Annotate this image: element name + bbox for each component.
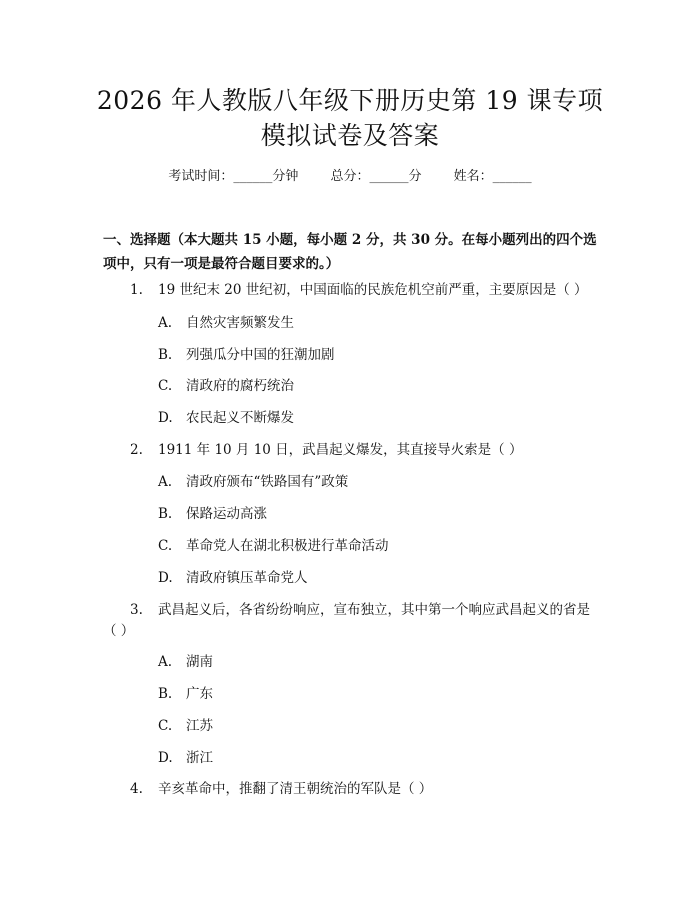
total-score-field: 总分：______分 (330, 169, 422, 184)
question-3: 3. 武昌起义后，各省纷纷响应，宣布独立，其中第一个响应武昌起义的省是 (130, 602, 590, 618)
question-2: 2. 1911 年 10 月 10 日，武昌起义爆发，其直接导火索是（ ） (130, 442, 523, 458)
question-1-text: 19 世纪末 20 世纪初，中国面临的民族危机空前严重，主要原因是（ ） (158, 282, 588, 298)
total-score-blank: ______ (369, 169, 409, 184)
question-3-text-continued: （ ） (103, 623, 135, 639)
exam-title-line-2: 模拟试卷及答案 (260, 121, 440, 150)
question-1-option-d[interactable]: D. 农民起义不断爆发 (158, 410, 294, 426)
question-2-text: 1911 年 10 月 10 日，武昌起义爆发，其直接导火索是（ ） (158, 442, 523, 458)
question-1-option-c[interactable]: C. 清政府的腐朽统治 (158, 378, 294, 394)
exam-time-blank: ______ (233, 169, 273, 184)
question-3-option-c[interactable]: C. 江苏 (158, 718, 213, 734)
exam-meta (0, 167, 700, 187)
question-3-option-b[interactable]: B. 广东 (158, 686, 213, 702)
exam-time-field: 考试时间：______分钟 (168, 169, 299, 184)
exam-title-line-1: 2026 年人教版八年级下册历史第 19 课专项 (96, 86, 604, 115)
question-2-option-d[interactable]: D. 清政府镇压革命党人 (158, 570, 308, 586)
name-field: 姓名：______ (453, 169, 532, 184)
question-4-text: 辛亥革命中，推翻了清王朝统治的军队是（ ） (158, 781, 433, 797)
name-blank: ______ (492, 169, 532, 184)
section-heading: 一、选择题（本大题共 15 小题，每小题 2 分，共 30 分。在每小题列出的四个选项中，只有一项是最符合题目要求的。） (103, 232, 597, 272)
question-4: 4. 辛亥革命中，推翻了清王朝统治的军队是（ ） (130, 781, 433, 797)
question-1-option-a[interactable]: A. 自然灾害频繁发生 (158, 315, 294, 331)
question-3-text: 武昌起义后，各省纷纷响应，宣布独立，其中第一个响应武昌起义的省是 (158, 602, 590, 618)
question-2-option-b[interactable]: B. 保路运动高涨 (158, 506, 267, 522)
question-1: 1. 19 世纪末 20 世纪初，中国面临的民族危机空前严重，主要原因是（ ） (130, 282, 588, 298)
question-3-option-a[interactable]: A. 湖南 (158, 654, 213, 670)
question-1-option-b[interactable]: B. 列强瓜分中国的狂潮加剧 (158, 347, 335, 363)
question-2-option-a[interactable]: A. 清政府颁布“铁路国有”政策 (158, 474, 349, 490)
question-2-option-c[interactable]: C. 革命党人在湖北积极进行革命活动 (158, 538, 389, 554)
question-3-option-d[interactable]: D. 浙江 (158, 750, 213, 766)
